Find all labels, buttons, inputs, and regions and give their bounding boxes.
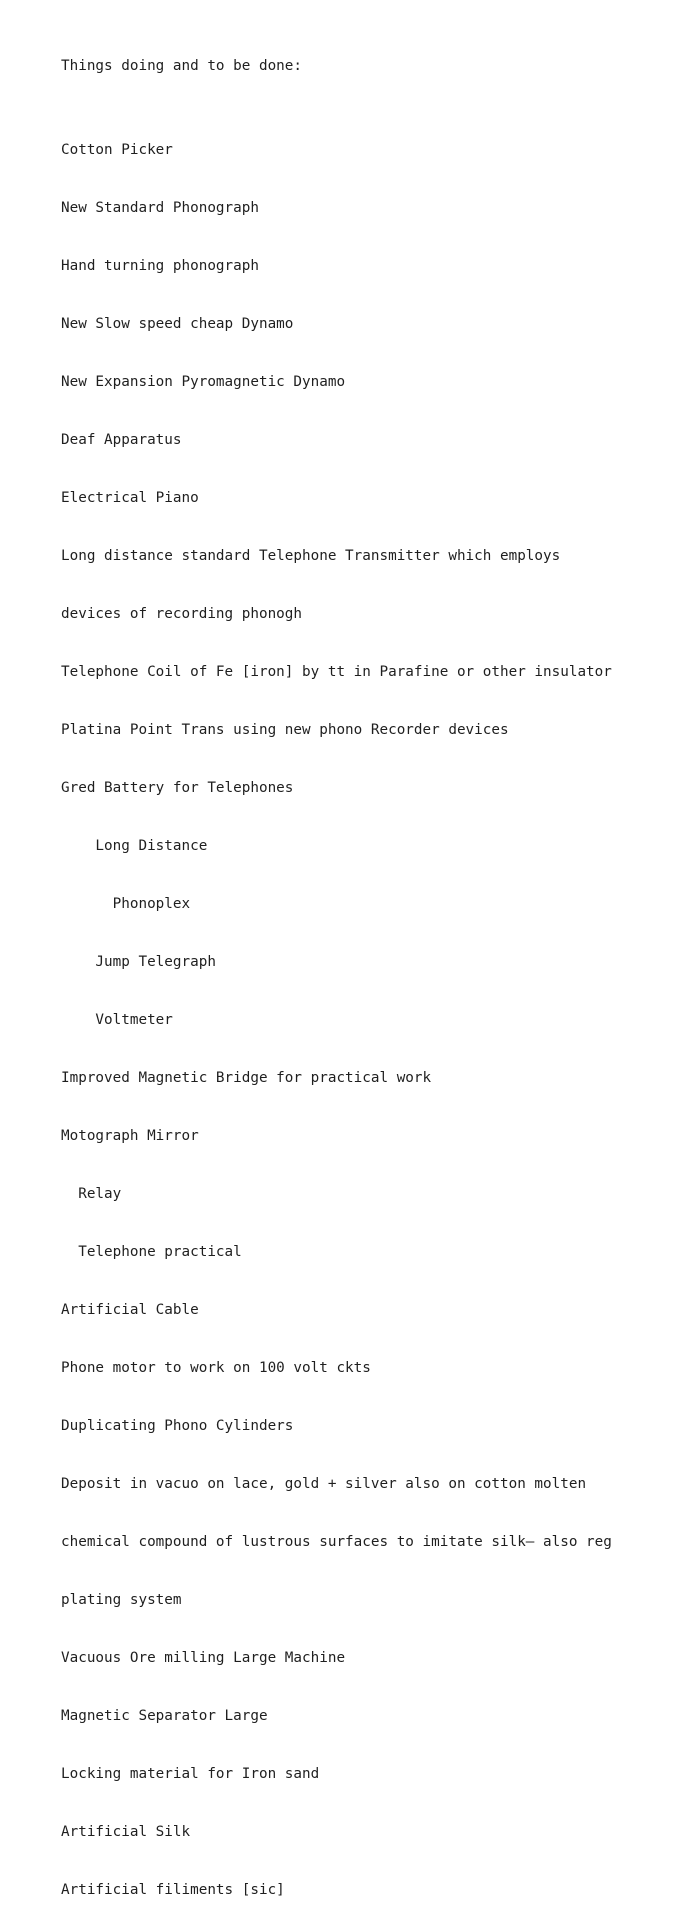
list-item: plating system — [61, 1592, 182, 1608]
list-item: Deaf Apparatus — [61, 432, 182, 448]
list-item: devices of recording phonogh — [61, 606, 303, 622]
list-item: Motograph Mirror — [61, 1128, 199, 1144]
list-item: New Standard Phonograph — [61, 200, 259, 216]
list-item: Improved Magnetic Bridge for practical work — [61, 1070, 432, 1086]
list-item: Locking material for Iron sand — [61, 1766, 320, 1782]
list-subitem: Voltmeter — [61, 1012, 173, 1028]
list-item: Platina Point Trans using new phono Recorder devices — [61, 722, 509, 738]
list-item: Hand turning phonograph — [61, 258, 259, 274]
list-item: Artificial filiments [sic] — [61, 1882, 285, 1898]
list-item: Long distance standard Telephone Transmitter which employs — [61, 548, 561, 564]
list-item: Vacuous Ore milling Large Machine — [61, 1650, 346, 1666]
list-subitem: Relay — [61, 1186, 122, 1202]
list-subitem: Jump Telegraph — [61, 954, 216, 970]
list-item: New Expansion Pyromagnetic Dynamo — [61, 374, 346, 390]
list-item: Telephone Coil of Fe [iron] by tt in Parafine or other insulator — [61, 664, 612, 680]
list-item: Magnetic Separator Large — [61, 1708, 268, 1724]
list-item: Artificial Cable — [61, 1302, 199, 1318]
list-item: Artificial Silk — [61, 1824, 191, 1840]
list-subitem: Phonoplex — [61, 896, 191, 912]
list-item: New Slow speed cheap Dynamo — [61, 316, 294, 332]
list-item: Cotton Picker — [61, 142, 173, 158]
document-body — [61, 21, 678, 1919]
list-subitem: Long Distance — [61, 838, 208, 854]
list-item: Deposit in vacuo on lace, gold + silver also on cotton molten — [61, 1476, 587, 1492]
list-title: Things doing and to be done: — [61, 58, 303, 74]
list-item: Electrical Piano — [61, 490, 199, 506]
list-item: Phone motor to work on 100 volt ckts — [61, 1360, 371, 1376]
list-subitem: Telephone practical — [61, 1244, 242, 1260]
list-item: Gred Battery for Telephones — [61, 780, 294, 796]
list-item: Duplicating Phono Cylinders — [61, 1418, 294, 1434]
list-item: chemical compound of lustrous surfaces to imitate silk— also reg — [61, 1534, 612, 1550]
